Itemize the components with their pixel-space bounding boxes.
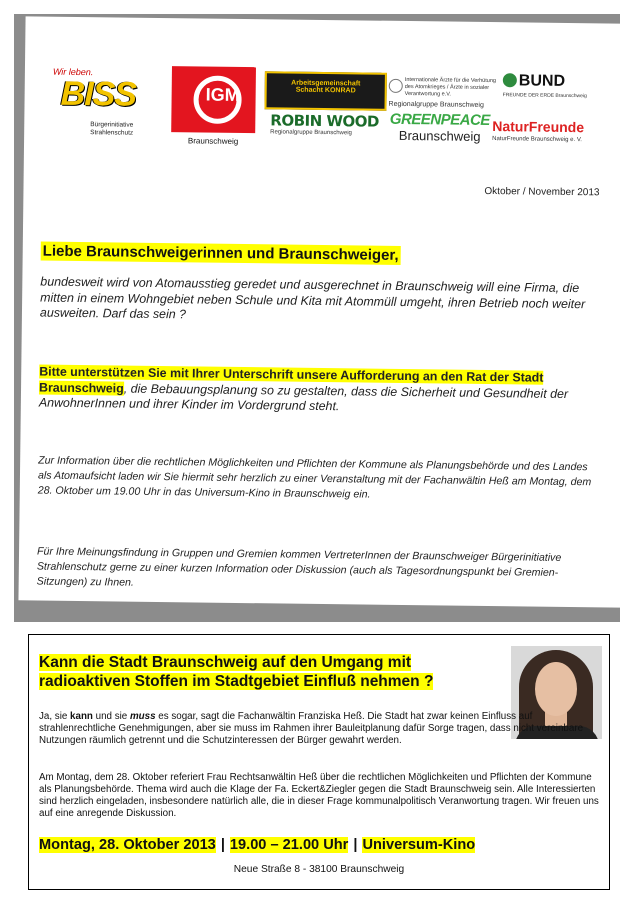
igmetall-logo — [171, 66, 256, 147]
greeting: Liebe Braunschweigerinnen und Braunschweiger, — [41, 242, 401, 265]
event-venue: Universum-Kino — [362, 837, 476, 853]
bund-title — [503, 72, 603, 91]
biss-name: BISS — [60, 74, 137, 114]
nf-name-a: Natur — [492, 118, 529, 135]
gp-city: Braunschweig — [398, 127, 481, 144]
event-question-text: Kann die Stadt Braunschweig auf den Umgang mit radioaktiven Stoffen im Stadtgebiet Einfluß nehmen ? — [39, 654, 434, 690]
nf-name-b: Freunde — [528, 118, 585, 136]
biss-subtitle — [90, 121, 133, 138]
event-info-line — [39, 837, 605, 853]
greenpeace-logo — [382, 111, 497, 144]
paragraph-intro: bundesweit wird von Atomausstieg geredet und ausgerechnet in Braunschweig will eine Firma, die mitten in einem Wohngebiet neben Schule und Kita mit Atommüll umgeht, ihren Betrieb noch weiter ausweiten. Darf das sein ? — [39, 274, 586, 322]
event-address: Neue Straße 8 - 38100 Braunschweig — [233, 864, 405, 875]
bund-sub: FREUNDE DER ERDE Braunschweig — [502, 92, 587, 100]
ag-line-1: Arbeitsgemeinschaft — [291, 79, 361, 88]
biss-sub-1: Bürgerinitiative — [90, 121, 134, 129]
bund-name: BUND — [518, 72, 566, 90]
p1-c: es sogar, sagt die Fachanwältin Franziska Heß. Die Stadt hat zwar keinen Einfluss auf strahlenrechtliche Genehmigungen, aber sie muss im Rahmen ihrer Bauleitplanung dafür Sorge tragen, dass nicht vereinbare Nutzungen räumlich getrennt und die Schutzinteressen der Bürger gewahrt werden. — [39, 711, 584, 746]
p1-kann: kann — [70, 711, 93, 722]
ippnw-sub: Regionalgruppe Braunschweig — [388, 100, 484, 109]
igm-red-box — [171, 66, 256, 133]
event-paragraph-2: Am Montag, dem 28. Oktober referiert Frau Rechtsanwältin Heß über die rechtlichen Möglichkeiten und Pflichten der Kommune als Planungsbehörde. Thema wird auch die Klage der Fa. Eckert&Ziegler gegen die Stadt Braunschweig sein. Alle Interessierten sind herzlich eingeladen, insbesondere natürlich alle, die in dieser Frage kommunalpolitisch Veranwortung tragen. Wir freuen uns auf eine anregende Diskussion. — [39, 772, 599, 819]
paragraph-appeal — [39, 365, 596, 418]
ippnw-logo — [388, 77, 498, 109]
flyer-date: Oktober / November 2013 — [484, 185, 600, 199]
globe-icon — [389, 79, 403, 93]
gp-name: GREENPEACE — [389, 110, 490, 130]
event-box — [28, 634, 610, 890]
logo-row — [24, 56, 627, 153]
appeal-rest: , die Bebauungsplanung so zu gestalten, dass die Sicherheit und Gesundheit der AnwohnerInnen und ihrer Kinder im Vordergrund steht. — [38, 381, 569, 414]
rw-sub: Regionalgruppe Braunschweig — [270, 129, 352, 137]
igm-mark: IGM — [205, 84, 240, 105]
p1-muss: muss — [129, 711, 156, 722]
photo-face — [535, 662, 577, 716]
biss-slogan: Wir leben. — [52, 66, 94, 78]
p1-b: und sie — [92, 711, 130, 722]
nf-title — [492, 118, 612, 135]
event-time: 19.00 – 21.00 Uhr — [229, 837, 349, 853]
ag-line-2: Schacht KONRAD — [295, 86, 356, 95]
paragraph-offer: Für Ihre Meinungsfindung in Gruppen und Gremien kommen VertreterInnen der Braunschweiger Bürgerinitiative Strahlenschutz gerne zu einer kurzen Information oder Diskussion (auch als Tagesordnungspunkt bei Gremien-Sitzungen) zu Ihnen. — [36, 545, 562, 589]
event-date: Montag, 28. Oktober 2013 — [39, 837, 216, 853]
appeal-highlight: Bitte unterstützen Sie mit Ihrer Unterschrift unsere Aufforderung an den Rat der Stadt Braunschweig — [38, 364, 544, 396]
separator-2: | — [353, 837, 358, 853]
nf-sub: NaturFreunde Braunschweig e. V. — [492, 136, 582, 144]
ippnw-text: Internationale Ärzte für die Verhütung des Atomkrieges / Ärzte in sozialer Verantwortung e.V. — [404, 76, 496, 98]
flyer-sheet — [18, 16, 627, 607]
biss-sub-2: Strahlenschutz — [90, 129, 134, 137]
paragraph-invitation: Zur Information über die rechtlichen Möglichkeiten und Pflichten der Kommune als Planungsbehörde und des Landes als Atomaufsicht laden wir Sie hiermit sehr herzlich zu einer Veranstaltung mit der Fachanwältin Heß am Montag, dem 28. Oktober um 19.00 Uhr in das Universum-Kino in Braunschweig ein. — [37, 454, 592, 501]
robin-wood-logo — [270, 111, 380, 136]
igm-city: Braunschweig — [187, 136, 239, 146]
event-question — [39, 653, 499, 691]
rw-name: ROBIN WOOD — [270, 111, 380, 131]
ag-schacht-konrad-logo — [264, 71, 386, 110]
event-paragraph-1 — [39, 711, 605, 747]
bund-tree-icon — [503, 73, 517, 87]
separator-1: | — [220, 837, 225, 853]
bund-logo — [503, 72, 603, 99]
p1-a: Ja, sie — [39, 711, 71, 722]
biss-logo — [52, 67, 143, 138]
naturfreunde-logo — [492, 118, 612, 143]
